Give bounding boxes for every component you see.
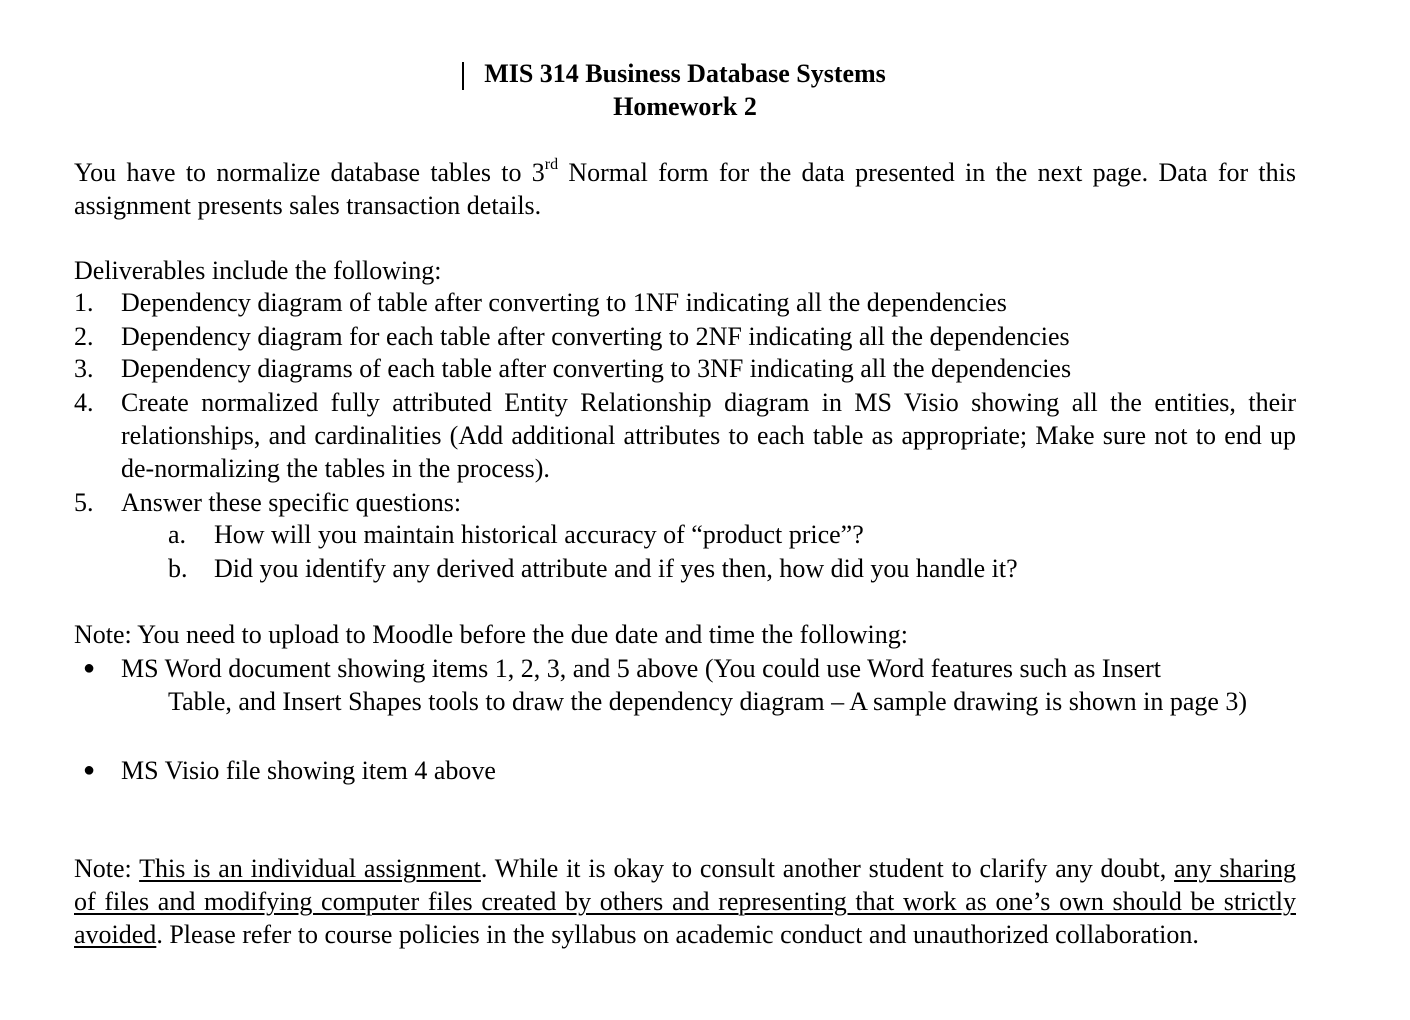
deliverable-item: Dependency diagram for each table after converting to 2NF indicating all the dependencies (121, 322, 1070, 351)
list-number: 5. (74, 488, 94, 517)
intro-paragraph: You have to normalize database tables to 3rd Normal form for the data presented in the next page. Data for this assignment presents sales transaction details. (74, 156, 1296, 220)
bullet-icon: ● (83, 759, 96, 781)
deliverable-item: Create normalized fully attributed Entity Relationship diagram in MS Visio showing all the entities, their relationships, and cardinalities (Add additional attributes to each table as appropriate; Make sure not to end up de-normalizing the tables in the process). (121, 388, 1296, 483)
bullet-icon: ● (83, 657, 96, 679)
deliverable-item: Dependency diagram of table after converting to 1NF indicating all the dependencies (121, 288, 1007, 317)
question-text: How will you maintain historical accuracy of “product price”? (214, 520, 864, 549)
individual-note-paragraph: Note: This is an individual assignment. While it is okay to consult another student to clarify any doubt, any sharing of files and modifying computer files created by others and representing that work as one’s own should be strictly avoided. Please refer to course policies in the syllabus on academic conduct and unauthorized collaboration. (74, 854, 1296, 949)
question-letter: a. (168, 520, 187, 549)
deliverable-item: Answer these specific questions: (121, 488, 462, 517)
list-number: 1. (74, 288, 94, 317)
question-text: Did you identify any derived attribute and if yes then, how did you handle it? (214, 554, 1018, 583)
bullet-item: MS Word document showing items 1, 2, 3, and 5 above (You could use Word features such as Insert Table, and Insert Shapes tools to draw the dependency diagram – A sample drawing is shown in page 3) (121, 654, 1248, 716)
list-number: 2. (74, 322, 94, 351)
assignment-title: Homework 2 (613, 92, 757, 121)
list-number: 3. (74, 354, 94, 383)
list-number: 4. (74, 388, 94, 417)
deliverable-item: Dependency diagrams of each table after converting to 3NF indicating all the dependencies (121, 354, 1072, 383)
deliverables-heading: Deliverables include the following: (74, 256, 442, 285)
question-letter: b. (168, 554, 188, 583)
bullet-item: MS Visio file showing item 4 above (121, 756, 496, 785)
course-title: MIS 314 Business Database Systems (484, 59, 886, 88)
upload-note-heading: Note: You need to upload to Moodle before the due date and time the following: (74, 620, 908, 649)
